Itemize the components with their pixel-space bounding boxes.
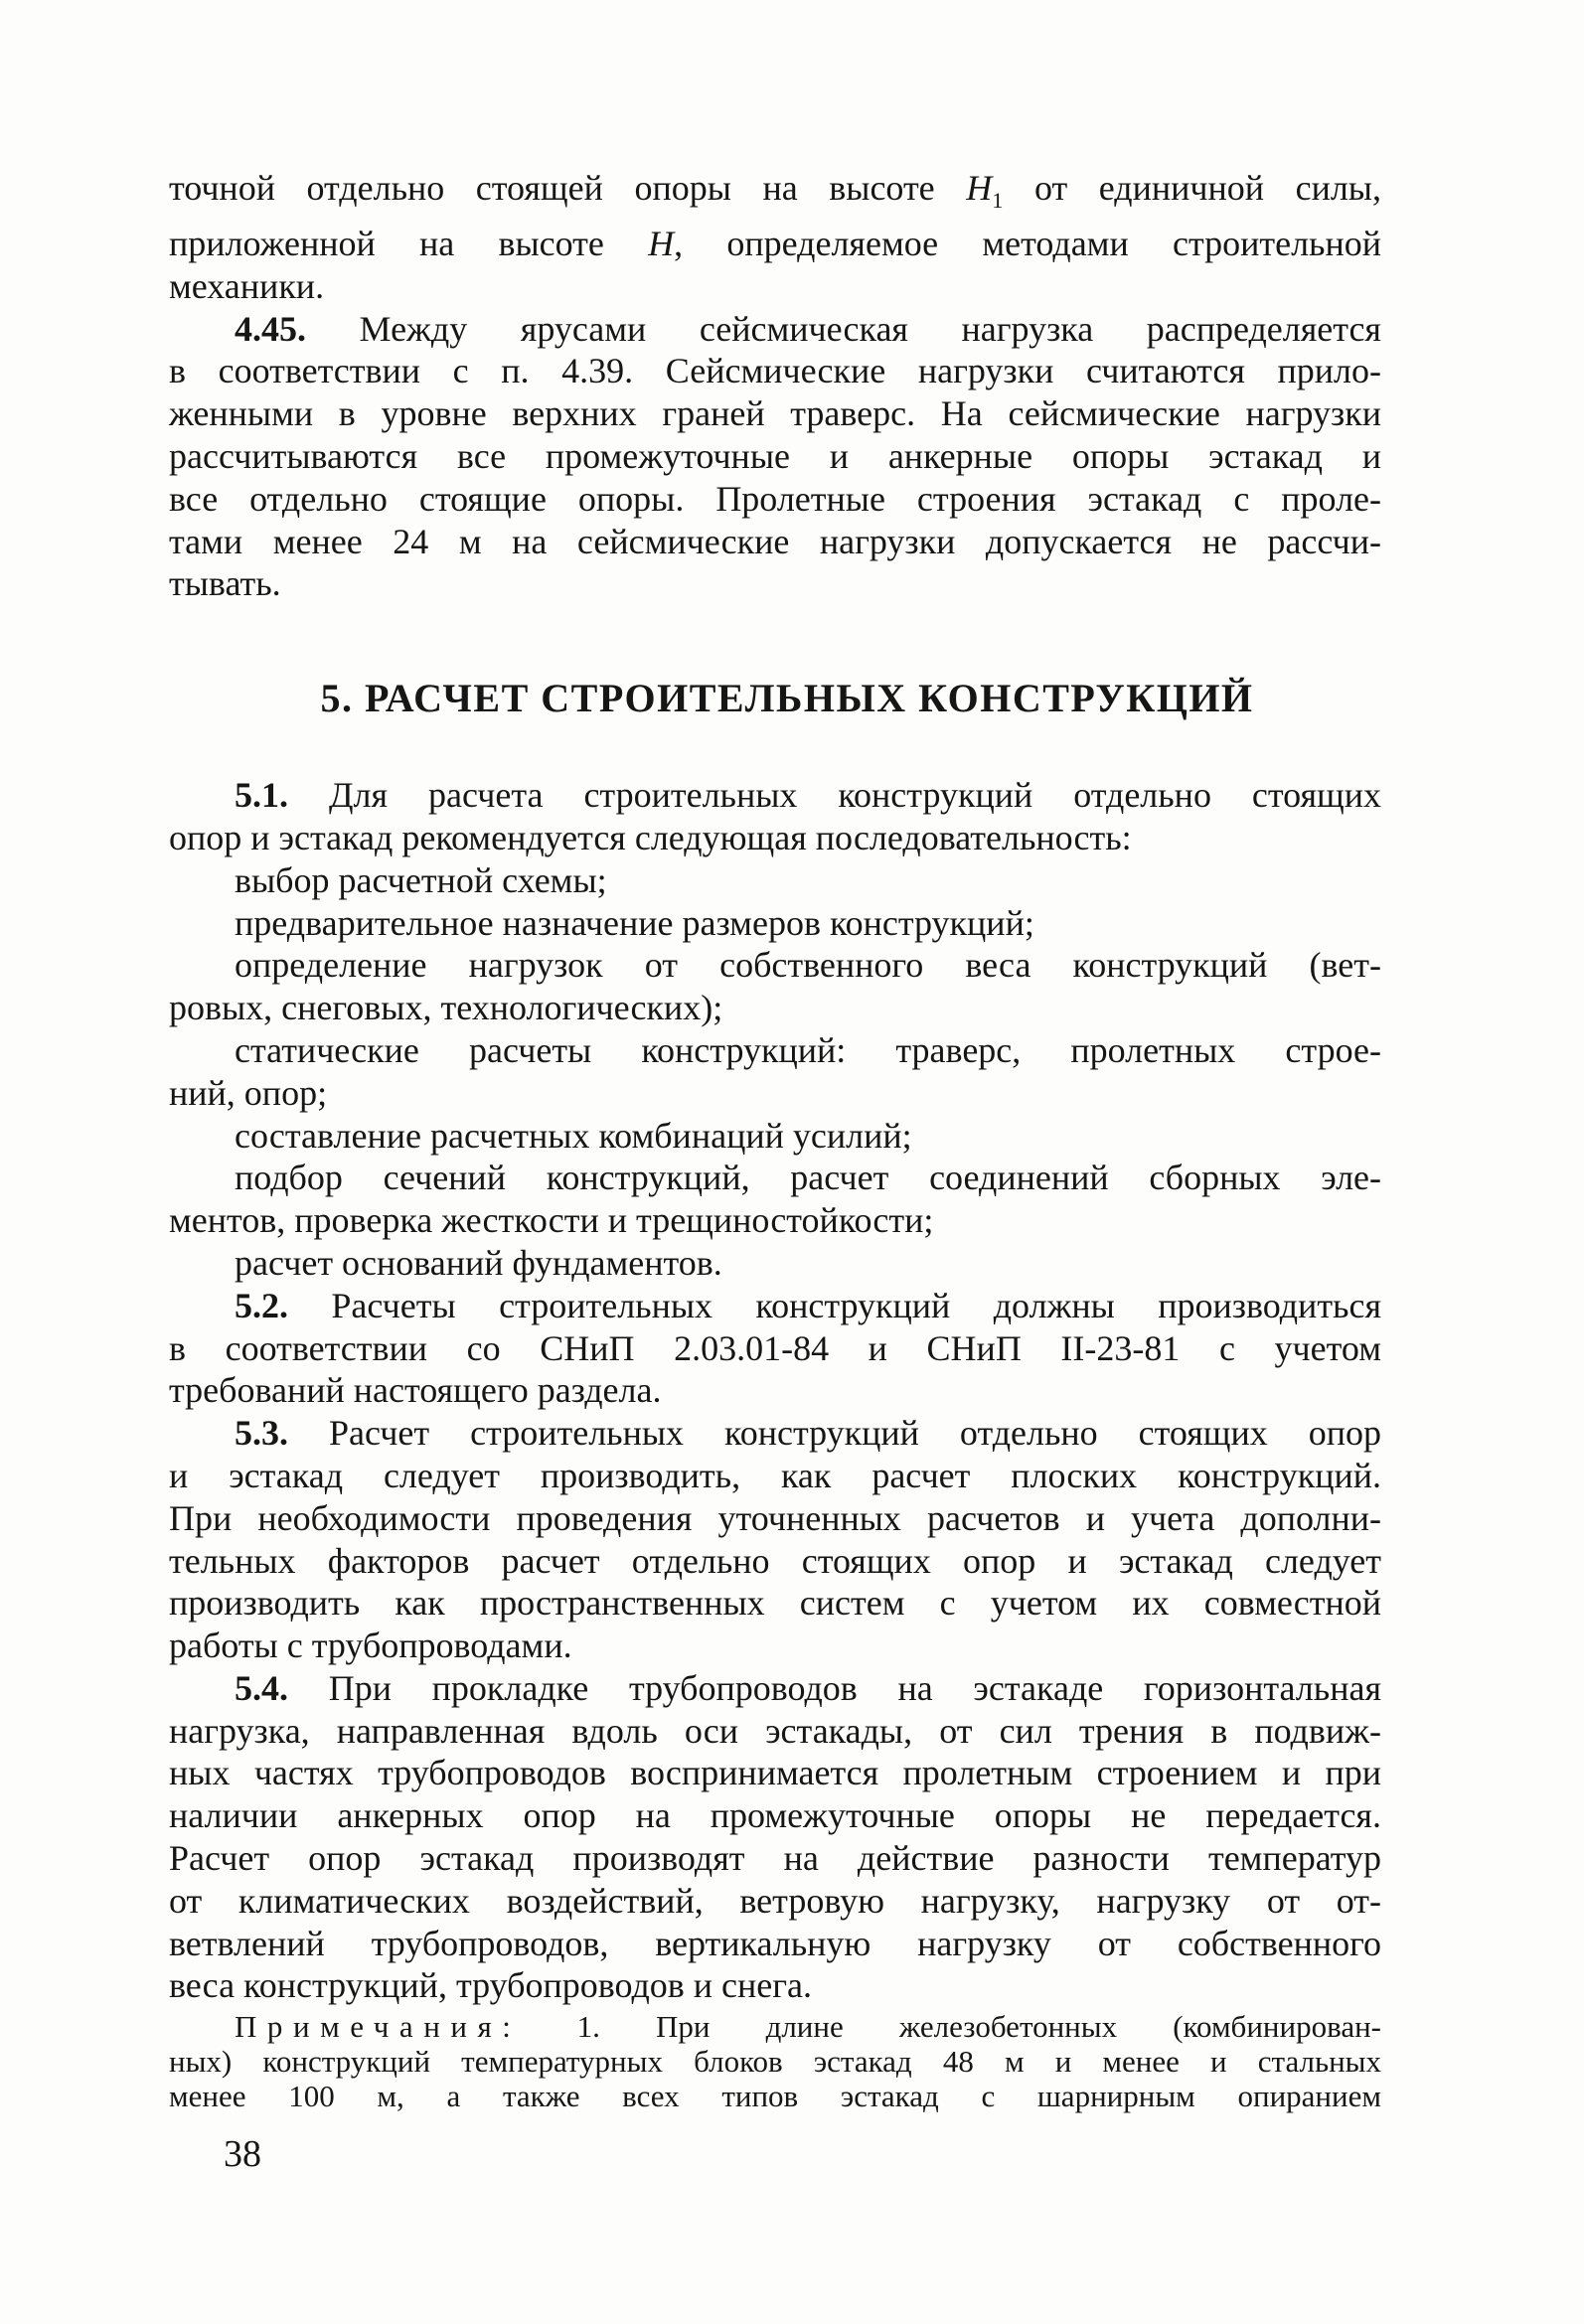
line-text: от единичной силы,: [1033, 168, 1381, 208]
text-line: предварительное назначение размеров конструкций;: [235, 902, 1034, 943]
list-item: [169, 902, 1381, 945]
list-item: [169, 859, 1381, 902]
text-line: ментов, проверка жесткости и трещиностойкости;: [169, 1200, 934, 1241]
line-text: приложенной на высоте: [169, 223, 604, 263]
text-line: [169, 1412, 1381, 1455]
line-text: Для расчета строительных конструкций отдельно стоящих: [328, 775, 1381, 816]
line-text: точной отдельно стоящей опоры на высоте: [169, 168, 935, 208]
line-text: Расчет строительных конструкций отдельно стоящих опор: [329, 1413, 1382, 1454]
text-line: тывать.: [169, 563, 281, 604]
text-line: ровых, снеговых, технологических);: [169, 988, 723, 1028]
clause-number: 5.3.: [235, 1413, 288, 1454]
text-line: ных) конструкций температурных блоков эстакад 48 м и менее и стальных: [169, 2044, 1381, 2080]
line-text: Между ярусами сейсмическая нагрузка распределяется: [359, 308, 1381, 349]
text-line: подбор сечений конструкций, расчет соединений сборных эле-: [235, 1158, 1381, 1198]
notes-block: [169, 2009, 1381, 2113]
line-text: 1. При длине железобетонных (комбинирован-: [576, 2009, 1382, 2045]
clause-number: 5.1.: [235, 775, 288, 816]
text-line: определение нагрузок от собственного веса конструкций (вет-: [235, 945, 1381, 986]
text-line: женными в уровне верхних граней траверс. На сейсмические нагрузки: [169, 393, 1381, 434]
text-line: все отдельно стоящие опоры. Пролетные строения эстакад с проле-: [169, 478, 1381, 519]
math-variable-H: H: [648, 223, 675, 263]
clause-number: 4.45.: [235, 308, 306, 349]
page-number: 38: [224, 2133, 261, 2175]
math-subscript: 1: [992, 188, 1004, 214]
text-line: нагрузка, направленная вдоль оси эстакады, от сил трения в подвиж-: [169, 1710, 1381, 1751]
text-line: ний, опор;: [169, 1072, 328, 1113]
list-item: [169, 1115, 1381, 1158]
math-variable-H1: H: [966, 168, 993, 208]
text-line: [169, 774, 1381, 817]
notes-label: Примечания:: [235, 2009, 522, 2045]
text-line: работы с трубопроводами.: [169, 1626, 572, 1666]
list-item: [169, 944, 1381, 1029]
text-line: тами менее 24 м на сейсмические нагрузки допускается не рассчи-: [169, 521, 1381, 561]
list-item: [169, 1242, 1381, 1285]
text-line: требований настоящего раздела.: [169, 1370, 662, 1411]
page-text: [169, 167, 1381, 2113]
clause-number: 5.2.: [235, 1285, 288, 1325]
text-line: наличии анкерных опор на промежуточные опоры не передается.: [169, 1795, 1381, 1836]
text-line: выбор расчетной схемы;: [235, 859, 607, 900]
text-line: ных частях трубопроводов воспринимается пролетным строением и при: [169, 1753, 1381, 1793]
clause-number: 5.4.: [235, 1667, 288, 1708]
text-line: статические расчеты конструкций: траверс, пролетных строе-: [235, 1029, 1381, 1070]
paragraph-5-4: [169, 1667, 1381, 2007]
text-line: [169, 308, 1381, 351]
text-line: Расчет опор эстакад производят на действие разности температур: [169, 1838, 1381, 1879]
paragraph-continuation: [169, 167, 1381, 308]
text-line: опор и эстакад рекомендуется следующая последовательность:: [169, 817, 1132, 857]
text-line: в соответствии со СНиП 2.03.01-84 и СНиП II-23-81 с учетом: [169, 1327, 1381, 1368]
line-text: При прокладке трубопроводов на эстакаде горизонтальная: [328, 1667, 1381, 1708]
text-line: При необходимости проведения уточненных расчетов и учета дополни-: [169, 1497, 1381, 1538]
paragraph-4-45: [169, 308, 1381, 606]
text-line: механики.: [169, 265, 325, 306]
text-line: [169, 223, 1381, 265]
text-line: составление расчетных комбинаций усилий;: [235, 1115, 912, 1156]
paragraph-5-3: [169, 1412, 1381, 1667]
text-line: ветвлений трубопроводов, вертикальную нагрузку от собственного: [169, 1923, 1381, 1963]
text-line: [169, 2009, 1381, 2044]
text-line: рассчитываются все промежуточные и анкерные опоры эстакад и: [169, 435, 1381, 476]
text-line: менее 100 м, а также всех типов эстакад с шарнирным опиранием: [169, 2079, 1381, 2114]
paragraph-5-1: [169, 774, 1381, 859]
text-line: в соответствии с п. 4.39. Сейсмические нагрузки считаются прило-: [169, 351, 1381, 391]
section-heading: 5. РАСЧЕТ СТРОИТЕЛЬНЫХ КОНСТРУКЦИЙ: [320, 676, 1254, 721]
text-line: веса конструкций, трубопроводов и снега.: [169, 1965, 813, 2006]
text-line: [169, 167, 1381, 223]
text-line: тельных факторов расчет отдельно стоящих опор и эстакад следует: [169, 1540, 1381, 1581]
text-line: [169, 1285, 1381, 1327]
paragraph-5-2: [169, 1285, 1381, 1412]
list-item: [169, 1029, 1381, 1115]
line-text: , определяемое методами строительной: [674, 223, 1382, 263]
text-line: от климатических воздействий, ветровую нагрузку, нагрузку от от-: [169, 1880, 1381, 1921]
text-line: и эстакад следует производить, как расчет плоских конструкций.: [169, 1455, 1381, 1495]
text-line: производить как пространственных систем с учетом их совместной: [169, 1583, 1381, 1624]
text-line: [169, 1667, 1381, 1710]
text-line: расчет оснований фундаментов.: [235, 1242, 722, 1283]
list-item: [169, 1157, 1381, 1242]
line-text: Расчеты строительных конструкций должны производиться: [331, 1285, 1382, 1325]
